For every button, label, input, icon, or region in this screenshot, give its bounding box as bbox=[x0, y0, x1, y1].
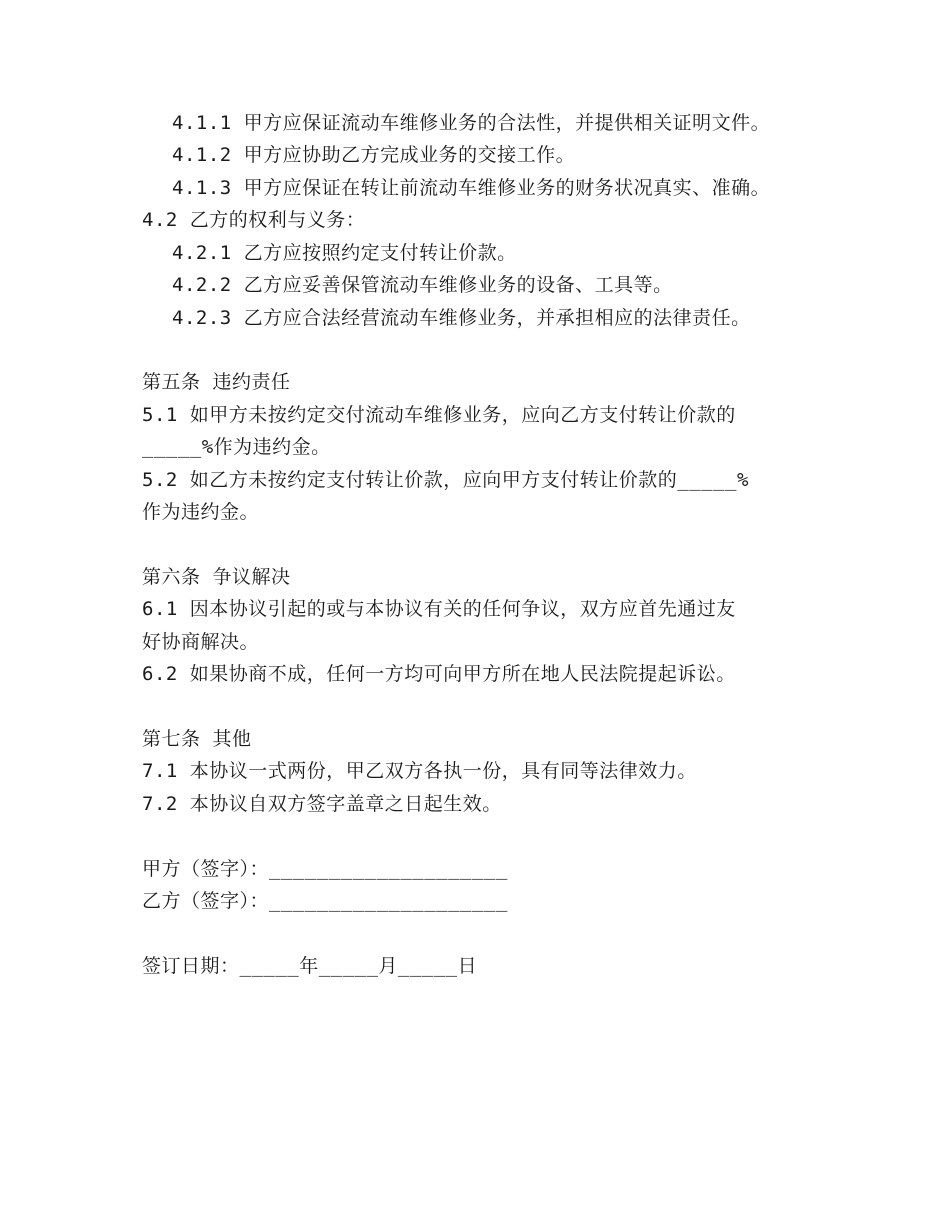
clause-5-2-line2: 作为违约金。 bbox=[142, 501, 260, 523]
clause-4-2-3: 4.2.3 乙方应合法经营流动车维修业务，并承担相应的法律责任。 bbox=[172, 307, 751, 329]
clause-5-1-line1: 5.1 如甲方未按约定交付流动车维修业务，应向乙方支付转让价款的 bbox=[142, 404, 736, 426]
clause-4-2-1: 4.2.1 乙方应按照约定支付转让价款。 bbox=[172, 242, 517, 264]
clause-4-2-heading: 4.2 乙方的权利与义务： bbox=[142, 209, 366, 231]
clause-7-1: 7.1 本协议一式两份，甲乙双方各执一份，具有同等法律效力。 bbox=[142, 760, 697, 782]
clause-4-2-2: 4.2.2 乙方应妥善保管流动车维修业务的设备、工具等。 bbox=[172, 274, 673, 296]
clause-5-1-line2: _____%作为违约金。 bbox=[142, 436, 331, 458]
party-a-signature: 甲方（签字）：____________________ bbox=[142, 858, 508, 880]
section-5-title: 第五条 违约责任 bbox=[142, 371, 291, 393]
clause-6-1-line2: 好协商解决。 bbox=[142, 631, 260, 653]
clause-4-1-3: 4.1.3 甲方应保证在转让前流动车维修业务的财务状况真实、准确。 bbox=[172, 177, 771, 199]
section-7-title: 第七条 其他 bbox=[142, 728, 252, 750]
party-b-signature: 乙方（签字）：____________________ bbox=[142, 890, 508, 912]
clause-4-1-1: 4.1.1 甲方应保证流动车维修业务的合法性，并提供相关证明文件。 bbox=[172, 112, 771, 134]
signing-date: 签订日期：_____年_____月_____日 bbox=[142, 955, 478, 977]
section-6-title: 第六条 争议解决 bbox=[142, 566, 291, 588]
clause-6-2: 6.2 如果协商不成，任何一方均可向甲方所在地人民法院提起诉讼。 bbox=[142, 663, 736, 685]
clause-5-2-line1: 5.2 如乙方未按约定支付转让价款，应向甲方支付转让价款的_____% bbox=[142, 469, 749, 491]
clause-6-1-line1: 6.1 因本协议引起的或与本协议有关的任何争议，双方应首先通过友 bbox=[142, 598, 736, 620]
clause-7-2: 7.2 本协议自双方签字盖章之日起生效。 bbox=[142, 793, 502, 815]
clause-4-1-2: 4.1.2 甲方应协助乙方完成业务的交接工作。 bbox=[172, 144, 576, 166]
